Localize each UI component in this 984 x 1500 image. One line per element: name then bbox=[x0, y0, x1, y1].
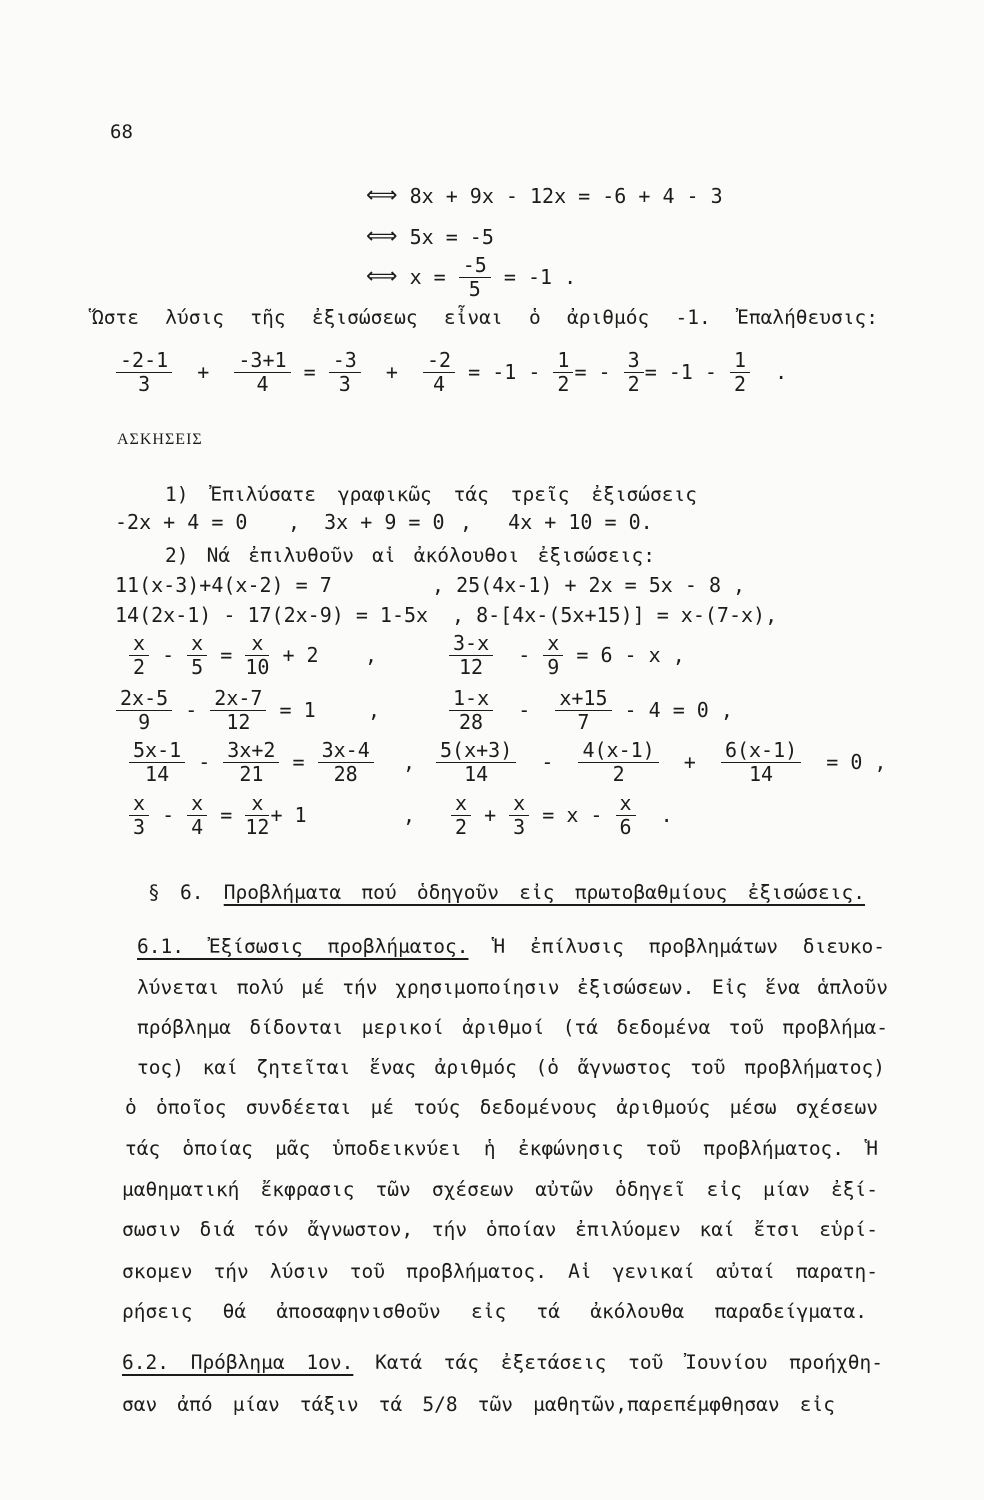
verification-equation bbox=[0, 347, 984, 397]
fraction bbox=[245, 790, 270, 839]
fraction-denominator: 12 bbox=[226, 709, 251, 734]
fraction-denominator: 2 bbox=[733, 371, 747, 396]
fraction-numerator: 1 bbox=[553, 350, 573, 373]
fraction-denominator: 9 bbox=[138, 709, 151, 734]
section-heading bbox=[148, 880, 865, 906]
math-text: - bbox=[494, 643, 543, 667]
section-number: § 6. bbox=[148, 881, 204, 904]
fraction-denominator: 14 bbox=[749, 761, 774, 786]
math-text: 5x = -5 bbox=[397, 225, 494, 249]
exercise-1-equations bbox=[0, 497, 984, 547]
paragraph-line: τάς ὁποίας μᾶς ὑποδεικνύει ἡ ἐκφώνησις τοῦ προβλήματος. Ἡ bbox=[125, 1137, 878, 1160]
math-group bbox=[128, 737, 375, 787]
fraction-denominator: 3 bbox=[513, 814, 526, 839]
math-text: , bbox=[368, 698, 381, 722]
math-group bbox=[366, 252, 576, 302]
math-text: - bbox=[173, 698, 210, 722]
fraction-denominator: 3 bbox=[338, 371, 351, 396]
math-group bbox=[448, 630, 685, 680]
fraction-numerator: 3-x bbox=[449, 633, 493, 656]
exercise-2-line-3 bbox=[0, 630, 984, 680]
paragraph-line: σωσιν διά τόν ἄγνωστον, τήν ὁποίαν ἐπιλύομεν καί ἔτσι εὑρί- bbox=[122, 1218, 878, 1241]
math-text: = -1 - bbox=[456, 360, 553, 384]
equivalence-arrow: ⟺ bbox=[366, 264, 398, 289]
math-text: = x - bbox=[530, 803, 615, 827]
fraction bbox=[329, 347, 361, 396]
fraction bbox=[234, 347, 290, 396]
math-text: + bbox=[659, 750, 720, 774]
math-group bbox=[448, 685, 733, 735]
fraction-denominator: 4 bbox=[256, 371, 269, 396]
math-text: 14(2x-1) - 17(2x-9) = 1-5x bbox=[115, 603, 429, 627]
paragraph-line: ρήσεις θά ἀποσαφηνισθοῦν εἰς τά ἀκόλουθα παραδείγματα. bbox=[122, 1300, 867, 1323]
paragraph-text: Κατά τάς ἐξετάσεις τοῦ Ἰουνίου προήχθη- bbox=[375, 1351, 883, 1374]
fraction bbox=[423, 347, 455, 396]
fraction-denominator: 2 bbox=[612, 761, 625, 786]
fraction bbox=[129, 737, 185, 786]
paragraph-line: λύνεται πολύ μέ τήν χρησιμοποίησιν ἐξισώσεων. Εἰς ἕνα ἁπλοῦν bbox=[137, 976, 888, 999]
math-text: - bbox=[494, 698, 555, 722]
fraction-numerator: -3+1 bbox=[234, 350, 290, 373]
math-text: = bbox=[208, 803, 245, 827]
math-text: , 3x + 9 = 0 bbox=[288, 510, 445, 534]
fraction bbox=[459, 252, 491, 301]
math-text: , 8-[4x-(5x+15)] = x-(7-x), bbox=[452, 603, 778, 627]
fraction-numerator: 3x-4 bbox=[318, 740, 374, 763]
fraction-numerator: 5x-1 bbox=[129, 740, 185, 763]
fraction-numerator: x bbox=[129, 793, 149, 816]
math-text: = 6 - x , bbox=[564, 643, 685, 667]
math-text: - bbox=[186, 750, 223, 774]
fraction-denominator: 12 bbox=[459, 654, 484, 679]
math-text: . bbox=[636, 803, 673, 827]
fraction-denominator: 3 bbox=[138, 371, 151, 396]
equivalence-arrow: ⟺ bbox=[366, 224, 398, 249]
math-text: , 4x + 10 = 0. bbox=[460, 510, 653, 534]
math-text: , bbox=[403, 803, 416, 827]
paragraph-line: ὁ ὁποῖος συνδέεται μέ τούς δεδομένους ἀριθμούς μέσω σχέσεων bbox=[125, 1096, 878, 1119]
fraction-numerator: x+15 bbox=[555, 688, 611, 711]
section-title: Προβλήματα πού ὁδηγοῦν εἰς πρωτοβαθμίους ἐξισώσεις. bbox=[223, 881, 865, 904]
fraction-numerator: 3x+2 bbox=[223, 740, 279, 763]
math-text: = bbox=[208, 643, 245, 667]
math-text: , bbox=[365, 643, 378, 667]
fraction-numerator: x bbox=[245, 793, 269, 816]
fraction-numerator: -5 bbox=[459, 255, 491, 278]
fraction bbox=[318, 737, 374, 786]
fraction-denominator: 14 bbox=[464, 761, 489, 786]
fraction-numerator: 2x-5 bbox=[116, 688, 172, 711]
math-text: -2x + 4 = 0 bbox=[115, 510, 248, 534]
fraction-numerator: 2x-7 bbox=[210, 688, 266, 711]
math-group bbox=[128, 630, 319, 680]
fraction-numerator: 1-x bbox=[449, 688, 493, 711]
fraction-denominator: 28 bbox=[459, 709, 484, 734]
exercise-2-line-5 bbox=[0, 737, 984, 787]
math-text: = -1 . bbox=[491, 265, 577, 289]
fraction bbox=[509, 790, 529, 839]
fraction-numerator: x bbox=[616, 793, 636, 816]
math-text: , 25(4x-1) + 2x = 5x - 8 , bbox=[432, 573, 746, 597]
fraction bbox=[543, 630, 563, 679]
fraction-denominator: 9 bbox=[547, 654, 560, 679]
fraction-numerator: -2 bbox=[423, 350, 455, 373]
math-text: - bbox=[150, 803, 187, 827]
math-text: x = bbox=[397, 265, 458, 289]
fraction-denominator: 2 bbox=[455, 814, 468, 839]
math-text: = bbox=[280, 750, 317, 774]
fraction bbox=[245, 630, 270, 679]
fraction-numerator: x bbox=[543, 633, 563, 656]
fraction-denominator: 14 bbox=[145, 761, 170, 786]
fraction-numerator: 1 bbox=[730, 350, 750, 373]
math-group bbox=[450, 790, 673, 840]
fraction bbox=[555, 685, 611, 734]
fraction-numerator: x bbox=[187, 793, 207, 816]
page-number: 68 bbox=[110, 121, 133, 143]
math-text: + 1 bbox=[270, 803, 307, 827]
math-group bbox=[288, 497, 445, 547]
math-text: = bbox=[291, 360, 328, 384]
math-text: + bbox=[472, 803, 509, 827]
fraction bbox=[721, 737, 801, 786]
equivalence-arrow: ⟺ bbox=[366, 183, 398, 208]
fraction-numerator: 5(x+3) bbox=[436, 740, 516, 763]
math-group bbox=[368, 685, 380, 735]
fraction bbox=[436, 737, 516, 786]
fraction bbox=[223, 737, 279, 786]
math-group bbox=[460, 497, 653, 547]
fraction-numerator: -2-1 bbox=[116, 350, 172, 373]
math-group bbox=[435, 737, 886, 787]
fraction bbox=[449, 630, 493, 679]
paragraph-line: μαθηματική ἔκφρασις τῶν σχέσεων αὐτῶν ὁδηγεῖ εἰς μίαν ἐξί- bbox=[122, 1178, 878, 1201]
exercise-item-1: 1) Ἐπιλύσατε γραφικῶς τάς τρεῖς ἐξισώσεις bbox=[165, 483, 697, 506]
fraction-denominator: 10 bbox=[245, 654, 270, 679]
math-group bbox=[365, 630, 377, 680]
fraction-denominator: 2 bbox=[627, 371, 640, 396]
fraction bbox=[187, 790, 207, 839]
fraction-denominator: 6 bbox=[619, 814, 632, 839]
paragraph-line bbox=[122, 1350, 883, 1376]
paragraph-line: σκομεν τήν λύσιν τοῦ προβλήματος. Αἱ γενικαί αὐταί παρατη- bbox=[122, 1260, 878, 1283]
fraction bbox=[449, 685, 493, 734]
math-text: = -1 - bbox=[644, 360, 729, 384]
fraction-numerator: x bbox=[451, 793, 471, 816]
exercise-item-2: 2) Νά ἐπιλυθοῦν αἱ ἀκόλουθοι ἐξισώσεις: bbox=[165, 544, 655, 567]
math-group bbox=[128, 790, 307, 840]
subsection-heading: 6.2. Πρόβλημα 1ον. bbox=[122, 1351, 354, 1374]
paragraph-line: τος) καί ζητεῖται ἕνας ἀριθμός (ὁ ἄγνωστος τοῦ προβλήματος) bbox=[137, 1056, 885, 1079]
fraction-denominator: 5 bbox=[468, 276, 481, 301]
math-text: = 0 , bbox=[802, 750, 887, 774]
math-text: 8x + 9x - 12x = -6 + 4 - 3 bbox=[397, 184, 723, 208]
fraction-denominator: 28 bbox=[333, 761, 358, 786]
fraction bbox=[129, 790, 149, 839]
math-text: + 2 bbox=[270, 643, 319, 667]
math-text: + bbox=[361, 360, 422, 384]
fraction bbox=[116, 685, 172, 734]
math-text: - 4 = 0 , bbox=[612, 698, 733, 722]
paragraph-text: Ἡ ἐπίλυσις προβλημάτων διευκο- bbox=[493, 935, 885, 958]
fraction-denominator: 7 bbox=[577, 709, 590, 734]
fraction-denominator: 4 bbox=[191, 814, 204, 839]
fraction bbox=[210, 685, 266, 734]
math-group bbox=[403, 737, 415, 787]
fraction-denominator: 3 bbox=[133, 814, 146, 839]
paragraph-line bbox=[137, 934, 885, 960]
fraction-denominator: 4 bbox=[433, 371, 446, 396]
math-text: . bbox=[751, 360, 788, 384]
math-group bbox=[115, 347, 787, 397]
fraction bbox=[129, 630, 149, 679]
fraction bbox=[553, 347, 573, 396]
paragraph-line: σαν ἀπό μίαν τάξιν τά 5/8 τῶν μαθητῶν,παρεπέμφθησαν εἰς bbox=[122, 1393, 835, 1416]
fraction-numerator: x bbox=[245, 633, 269, 656]
math-text: , bbox=[403, 750, 416, 774]
math-group bbox=[115, 497, 247, 547]
math-text: 11(x-3)+4(x-2) = 7 bbox=[115, 573, 332, 597]
derivation-step-3 bbox=[0, 252, 984, 302]
fraction-numerator: x bbox=[187, 633, 207, 656]
paragraph-line: πρόβλημα δίδονται μερικοί ἀριθμοί (τά δεδομένα τοῦ προβλήμα- bbox=[137, 1016, 888, 1039]
fraction-denominator: 5 bbox=[191, 654, 204, 679]
conclusion-line: Ὥστε λύσις τῆς ἐξισώσεως εἶναι ὁ ἀριθμός -1. Ἐπαλήθευσις: bbox=[92, 306, 878, 329]
math-group bbox=[403, 790, 415, 840]
exercise-2-line-4 bbox=[0, 685, 984, 735]
fraction-numerator: -3 bbox=[329, 350, 361, 373]
exercises-heading: ΑΣΚΗΣΕΙΣ bbox=[117, 431, 203, 448]
fraction bbox=[624, 347, 644, 396]
math-text: - bbox=[150, 643, 187, 667]
fraction-denominator: 2 bbox=[133, 654, 146, 679]
fraction-numerator: 4(x-1) bbox=[578, 740, 658, 763]
fraction bbox=[451, 790, 471, 839]
math-text: - bbox=[517, 750, 578, 774]
exercise-2-line-6 bbox=[0, 790, 984, 840]
fraction-denominator: 2 bbox=[557, 371, 570, 396]
fraction-numerator: 6(x-1) bbox=[721, 740, 801, 763]
math-text: + bbox=[173, 360, 234, 384]
subsection-heading: 6.1. Ἐξίσωσις προβλήματος. bbox=[137, 935, 469, 958]
fraction-numerator: x bbox=[509, 793, 529, 816]
math-text: = - bbox=[574, 360, 623, 384]
fraction-numerator: x bbox=[129, 633, 149, 656]
fraction bbox=[616, 790, 636, 839]
math-group bbox=[115, 685, 316, 735]
fraction bbox=[187, 630, 207, 679]
fraction bbox=[730, 347, 750, 396]
fraction-denominator: 21 bbox=[239, 761, 264, 786]
math-text: = 1 bbox=[267, 698, 316, 722]
fraction-numerator: 3 bbox=[624, 350, 644, 373]
fraction bbox=[578, 737, 658, 786]
fraction-denominator: 12 bbox=[245, 814, 270, 839]
fraction bbox=[116, 347, 172, 396]
